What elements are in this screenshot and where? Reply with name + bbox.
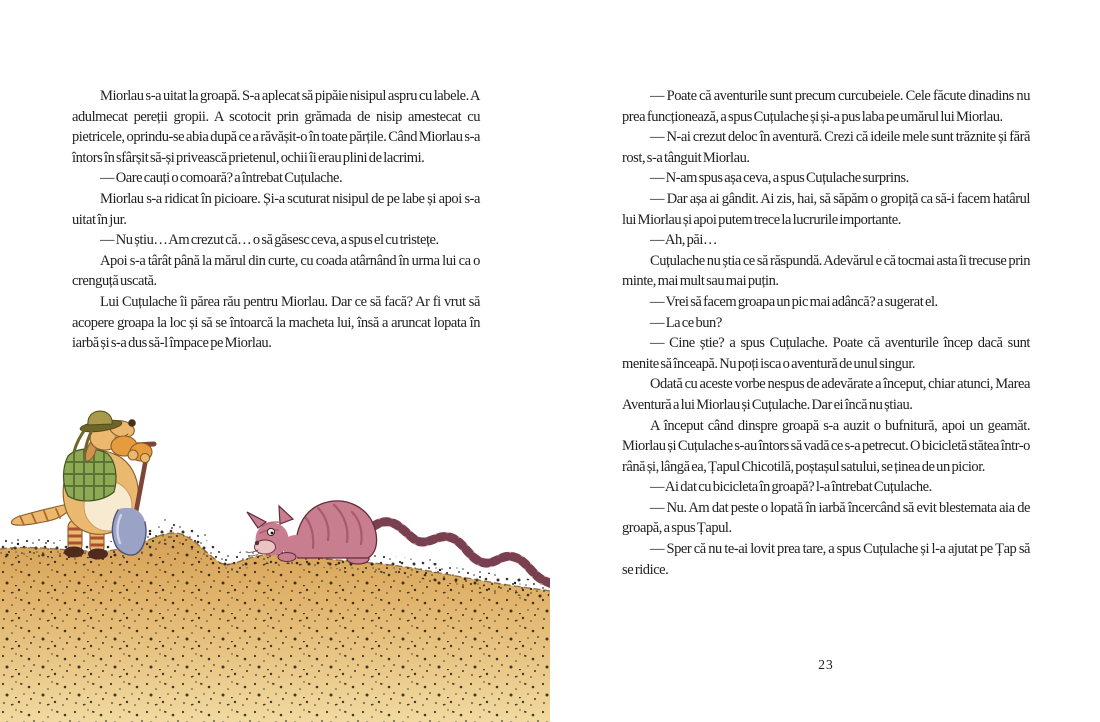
dog-boot bbox=[64, 547, 84, 558]
dog-nose bbox=[128, 419, 136, 427]
paragraph: — Cine știe? a spus Cuțulache. Poate că aventurile încep dacă sunt menite să înceapă. Nu poți isca o aventură de unul singur. bbox=[622, 335, 1030, 372]
paragraph: — N-ai crezut deloc în aventură. Crezi că ideile mele sunt trăznite și fără rost, s-a tânguit Miorlau. bbox=[622, 129, 1030, 166]
cat-eye bbox=[267, 528, 274, 535]
paragraph: Miorlau s-a uitat la groapă. S-a aplecat să pipăie nisipul aspru cu labele. A adulmecat pereții gropii. A scotocit prin grămada de nisip amestecat cu pietricele, oprindu-se abia după ce a răvășit-o în toate părțile. Când Miorlau s-a întors în sfârșit să-și privească prietenul, ochii îi erau plini de lacrimi. bbox=[72, 88, 480, 166]
paragraph: — Nu. Am dat peste o lopată în iarbă încercând să evit blestemata aia de groapă, a spus Țapul. bbox=[622, 499, 1030, 537]
paragraph: — Oare cauți o comoară? a întrebat Cuțulache. bbox=[100, 170, 343, 187]
dog-paw bbox=[128, 450, 138, 460]
illustration-svg bbox=[0, 400, 550, 722]
paragraph: — N-am spus așa ceva, a spus Cuțulache surprins. bbox=[650, 170, 909, 187]
dog-boot bbox=[88, 549, 108, 560]
paragraph: Miorlau s-a ridicat în picioare. Și-a scuturat nisipul de pe labe și apoi s-a uitat în jur. bbox=[72, 190, 480, 228]
paragraph: — Poate că aventurile sunt precum curcubeiele. Cele făcute dinadins nu prea funcționează, a spus Cuțulache și și-a pus laba pe umărul lui Miorlau. bbox=[622, 88, 1030, 125]
paragraph: A început când dinspre groapă s-a auzit o bufnitură, apoi un geamăt. Miorlau și Cuțulache s-au întors să vadă ce s-a petrecut. O bicicletă stătea într-o rână și, lângă ea, Țapul Chicotilă, poștașul satului, se ținea de un picior. bbox=[622, 417, 1030, 475]
cat-nose bbox=[255, 541, 259, 545]
paragraph: Lui Cuțulache îi părea rău pentru Miorlau. Dar ce să facă? Ar fi vrut să acopere groapa la loc și să se întoarcă la macheta lui, însă a aruncat lopata în iarbă și s-a dus să-l împace pe Miorlau. bbox=[72, 293, 480, 352]
paragraph: Apoi s-a târât până la mărul din curte, cu coada atârnând în urma lui ca o crenguță uscată. bbox=[72, 252, 480, 290]
dog-paw bbox=[140, 453, 149, 462]
left-page-text bbox=[72, 86, 480, 354]
paragraph: — Sper că nu te-ai lovit prea tare, a spus Cuțulache și l-a ajutat pe Țap să se ridice. bbox=[622, 541, 1030, 578]
paragraph: — Dar așa ai gândit. Ai zis, hai, să săpăm o gropiță ca să-i facem hatârul lui Miorlau și apoi putem trece la lucrurile importante. bbox=[622, 190, 1030, 228]
dog-tail bbox=[11, 504, 70, 525]
paragraph: — La ce bun? bbox=[650, 314, 722, 331]
paragraph: — Nu știu… Am crezut că… o să găsesc ceva, a spus el cu tristețe. bbox=[100, 232, 439, 249]
page-number: 23 bbox=[818, 657, 834, 672]
illustration-figure bbox=[0, 400, 550, 722]
paragraph: — Ah, păi… bbox=[650, 232, 718, 249]
dog-illustration bbox=[11, 411, 154, 560]
paragraph: Odată cu aceste vorbe nespus de adevărate a început, chiar atunci, Marea Aventură a lui Miorlau și Cuțulache. Dar ei încă nu știau. bbox=[622, 376, 1030, 413]
right-page-text bbox=[622, 86, 1030, 580]
cat-front-paw bbox=[278, 553, 296, 562]
paragraph: — Vrei să facem groapa un pic mai adâncă? a sugerat el. bbox=[650, 293, 938, 310]
cat-ear bbox=[279, 506, 293, 524]
paragraph: — Ai dat cu bicicleta în groapă? l-a întrebat Cuțulache. bbox=[650, 479, 932, 496]
paragraph: Cuțulache nu știa ce să răspundă. Adevărul e că tocmai asta îi trecuse prin minte, mai mult sau mai puțin. bbox=[622, 252, 1030, 290]
